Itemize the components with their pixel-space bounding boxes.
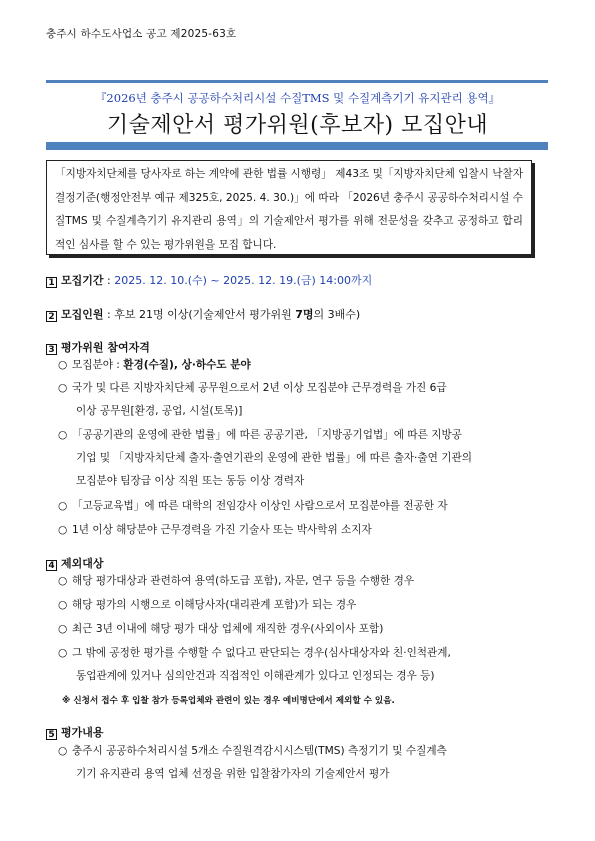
item-text: 최근 3년 이내에 해당 평가 대상 업체에 재직한 경우(사외이사 포함) [72,623,384,635]
notice-number: 충주시 하수도사업소 공고 제2025-63호 [46,28,237,40]
section-headcount [46,306,360,322]
item-continuation: 모집분야 팀장급 이상 직원 또는 동등 이상 경력자 [76,475,305,487]
bullet-icon: ○ [58,623,68,635]
title-top-rule [46,80,548,83]
item-text: 「공공기관의 운영에 관한 법률」에 따른 공공기관, 「지방공기업법」에 따른 지방공 [72,429,462,441]
intro-box: 「지방자치단체를 당사자로 하는 계약에 관한 법률 시행령」 제43조 및「지방자치단체 입찰시 낙찰자 결정기준(행정안전부 예규 제325호, 2025. 4. 30.)」에 따라 「2026년 충주시 공공하수처리시설 수질TMS 및 수질계측기기 유지관리 용역」의 기술제안서 평가를 위해 전문성을 갖추고 공정하고 합리적인 심사를 할 수 있는 평가위원을 모집 합니다. [46,160,532,255]
list-item [58,642,543,665]
list-item [58,519,543,542]
item-continuation: 이상 공무원[환경, 공업, 시설(토목)] [76,405,243,417]
bullet-icon: ○ [58,599,68,611]
list-item [58,594,543,617]
item-continuation: 기기 유지관리 용역 업체 선정을 위한 입찰참가자의 기술제안서 평가 [76,768,390,780]
list-item [58,570,543,593]
field-label: 모집분야 : [72,359,124,371]
colon: : [103,274,115,287]
section-period [46,272,372,288]
list-item [58,618,543,641]
bullet-icon: ○ [58,575,68,587]
list-item [58,495,543,518]
item-continuation: 기업 및 「지방자치단체 출자·출연기관의 운영에 관한 법률」에 따른 출자·출연 기관의 [76,452,472,464]
bullet-icon: ○ [58,524,68,536]
headcount-tail: 의 3배수) [313,308,361,321]
field-value: 환경(수질), 상·하수도 분야 [123,359,251,371]
section-heading: 평가위원 참여자격 [61,341,150,354]
section-exclusion [46,555,104,571]
bullet-icon: ○ [58,429,68,441]
item-text: 충주시 공공하수처리시설 5개소 수질원격감시시스템(TMS) 측정기기 및 수질계측 [72,745,447,757]
bullet-icon: ○ [58,500,68,512]
colon: : [103,308,115,321]
item-continuation: 동업관계에 있거나 심의안건과 직접적인 이해관계가 있다고 인정되는 경우 등) [76,670,435,682]
list-item [58,424,543,447]
section-heading: 모집기간 [61,274,104,287]
section-evaluation [46,724,104,740]
list-item [58,354,543,377]
bullet-icon: ○ [58,745,68,757]
project-subtitle: 『2026년 충주시 공공하수처리시설 수질TMS 및 수질계측기기 유지관리 용역』 [94,91,501,105]
section-heading: 모집인원 [61,308,104,321]
section-number-1: 1 [46,277,57,288]
list-item [58,740,543,763]
item-text: 「고등교육법」에 따른 대학의 전임강사 이상인 사람으로서 모집분야를 전공한 자 [72,500,448,512]
page-title: 기술제안서 평가위원(후보자) 모집안내 [106,113,489,138]
item-text: 그 밖에 공정한 평가를 수행할 수 없다고 판단되는 경우(심사대상자와 친·인척관계, [72,647,451,659]
item-text: 해당 평가의 시행으로 이해당사자(대리관계 포함)가 되는 경우 [72,599,357,611]
section-number-4: 4 [46,560,57,571]
item-text: 해당 평가대상과 관련하여 용역(하도급 포함), 자문, 연구 등을 수행한 경우 [72,575,415,587]
section-number-2: 2 [46,311,57,322]
headcount-bold: 7명 [295,308,314,321]
title-bottom-rule [46,142,548,150]
item-text: 1년 이상 해당분야 근무경력을 가진 기술사 또는 박사학위 소지자 [72,524,372,536]
bullet-icon: ○ [58,647,68,659]
exclusion-note: ※ 신청서 접수 후 입찰 참가 등록업체와 관련이 있는 경우 예비명단에서 제외할 수 있음. [62,696,395,706]
headcount-value: 후보 21명 이상(기술제안서 평가위원 [114,308,296,321]
list-item [58,377,543,400]
section-number-5: 5 [46,729,57,740]
item-text: 국가 및 다른 지방자치단체 공무원으로서 2년 이상 모집분야 근무경력을 가진 6급 [72,382,447,394]
bullet-icon: ○ [58,382,68,394]
section-qualification [46,339,150,355]
period-value: 2025. 12. 10.(수) ~ 2025. 12. 19.(금) 14:00까지 [114,274,373,287]
section-number-3: 3 [46,344,57,355]
section-heading: 평가내용 [61,726,104,739]
section-heading: 제외대상 [61,557,104,570]
bullet-icon: ○ [58,359,68,371]
